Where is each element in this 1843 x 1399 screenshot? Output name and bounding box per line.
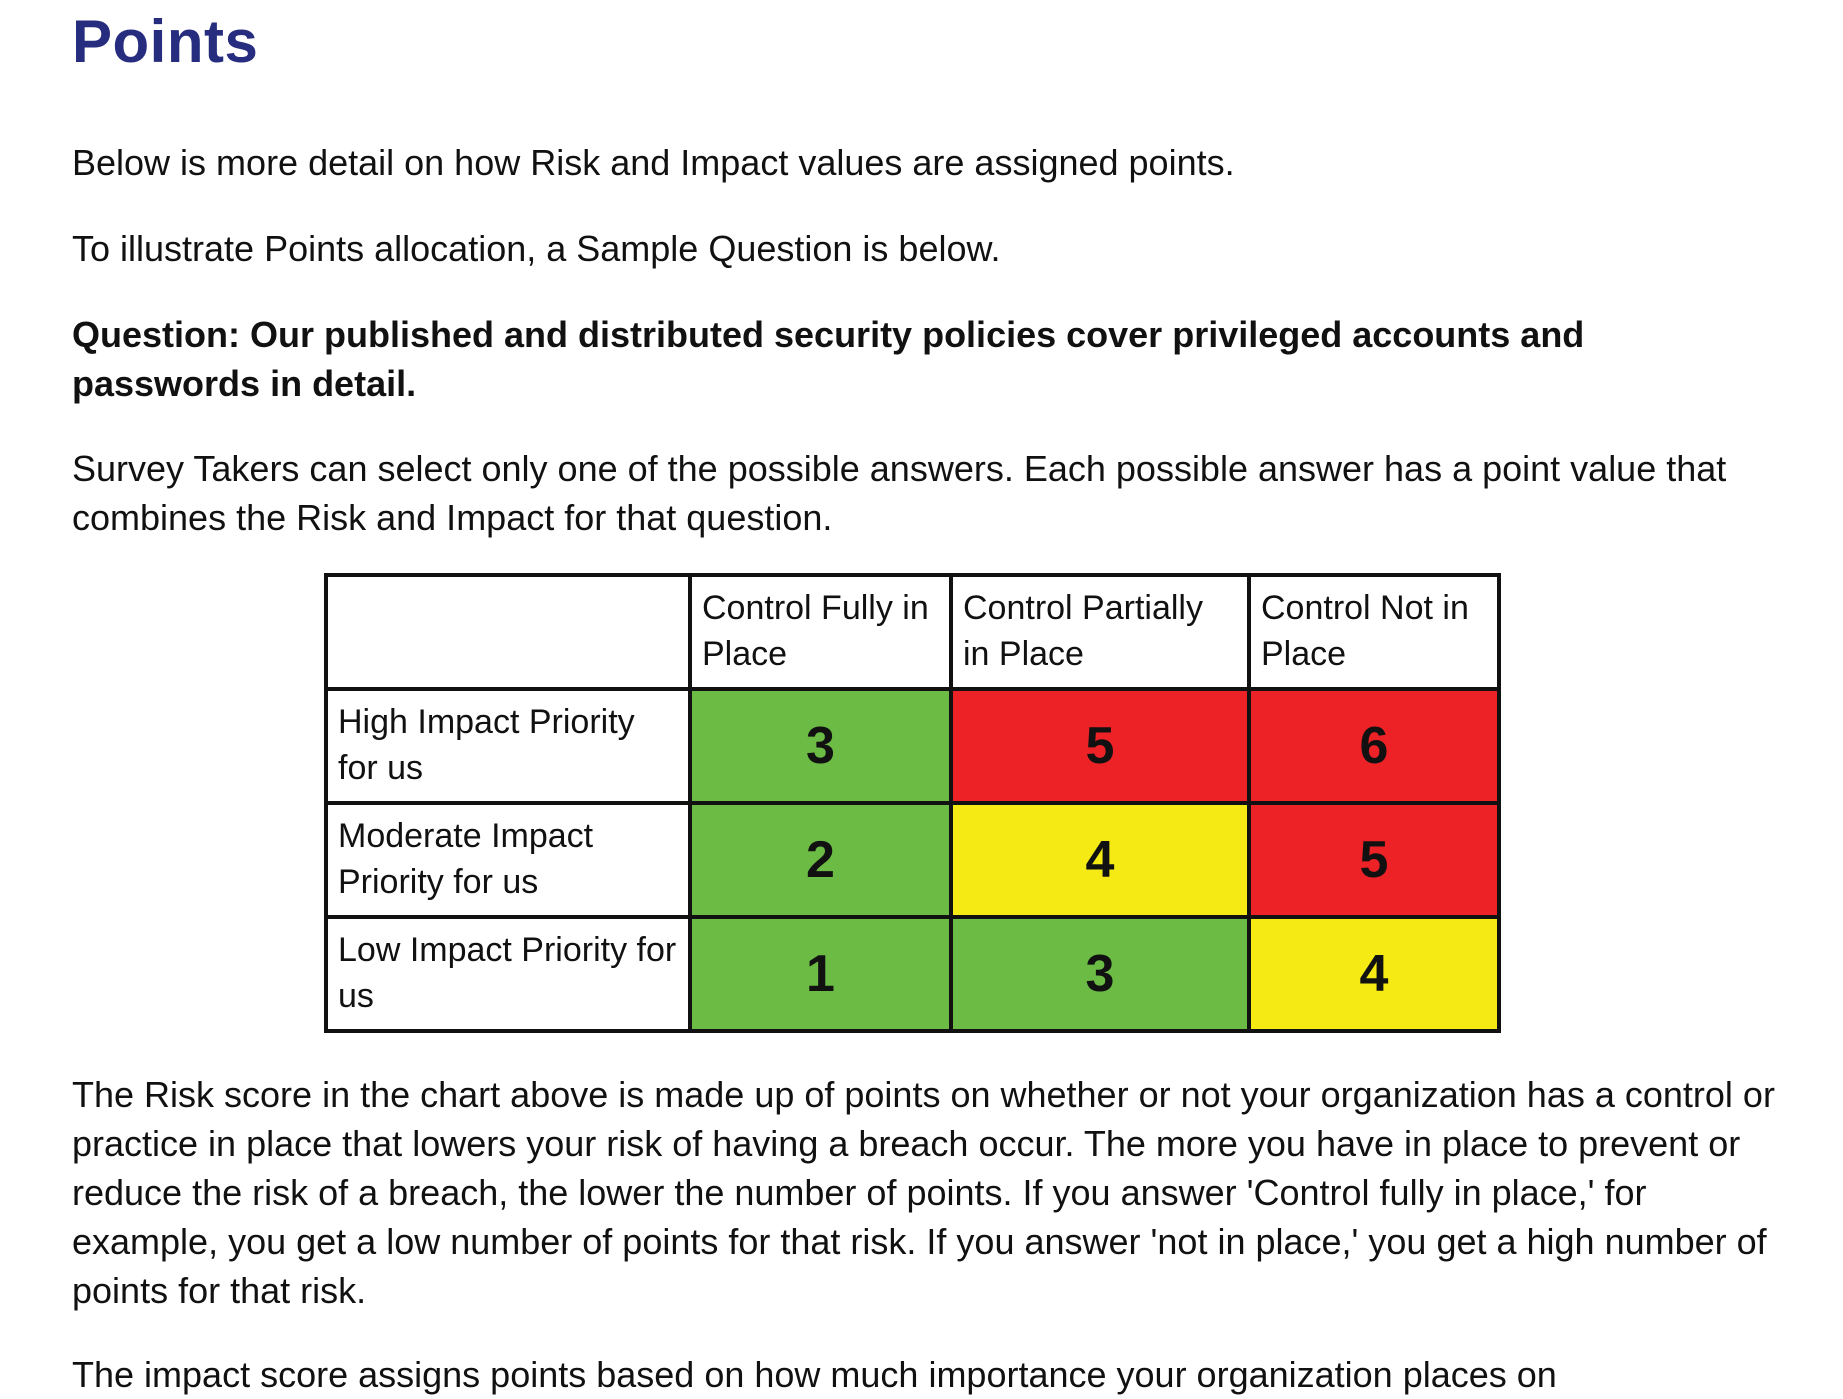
column-header-not: Control Not in Place: [1249, 575, 1499, 689]
grid-row-low: [326, 917, 1499, 1031]
row-header-high: High Impact Priority for us: [326, 689, 690, 803]
document-page: [72, 0, 1772, 542]
grid-header-row: [326, 575, 1499, 689]
points-grid-wrapper: [324, 573, 1501, 1033]
score-cell: 3: [690, 689, 951, 803]
impact-explanation-paragraph: The impact score assigns points based on how much importance your organization places on: [72, 1354, 1557, 1395]
grid-row-high: [326, 689, 1499, 803]
grid-corner-cell: [326, 575, 690, 689]
risk-explanation-paragraph: The Risk score in the chart above is made up of points on whether or not your organization has a control or practice in place that lowers your risk of having a breach occur. The more you have in place to prevent or reduce the risk of a breach, the lower the number of points. If you answer 'Control fully in place,' for example, you get a low number of points for that risk. If you answer 'not in place,' you get a high number of points for that risk.: [72, 1074, 1775, 1311]
score-cell: 1: [690, 917, 951, 1031]
score-cell: 3: [951, 917, 1249, 1031]
score-cell: 6: [1249, 689, 1499, 803]
page-heading: Points: [72, 8, 259, 75]
points-grid: [324, 573, 1501, 1033]
row-header-moderate: Moderate Impact Priority for us: [326, 803, 690, 917]
score-cell: 4: [1249, 917, 1499, 1031]
grid-row-moderate: [326, 803, 1499, 917]
row-header-low: Low Impact Priority for us: [326, 917, 690, 1031]
column-header-partially: Control Partially in Place: [951, 575, 1249, 689]
illustrate-paragraph: To illustrate Points allocation, a Sample Question is below.: [72, 228, 1001, 269]
score-cell: 2: [690, 803, 951, 917]
survey-paragraph: Survey Takers can select only one of the possible answers. Each possible answer has a point value that combines the Risk and Impact for that question.: [72, 448, 1727, 538]
score-cell: 5: [951, 689, 1249, 803]
column-header-fully: Control Fully in Place: [690, 575, 951, 689]
score-cell: 5: [1249, 803, 1499, 917]
intro-paragraph: Below is more detail on how Risk and Impact values are assigned points.: [72, 142, 1235, 183]
score-cell: 4: [951, 803, 1249, 917]
sample-question: Question: Our published and distributed security policies cover privileged accounts and passwords in detail.: [72, 314, 1585, 404]
